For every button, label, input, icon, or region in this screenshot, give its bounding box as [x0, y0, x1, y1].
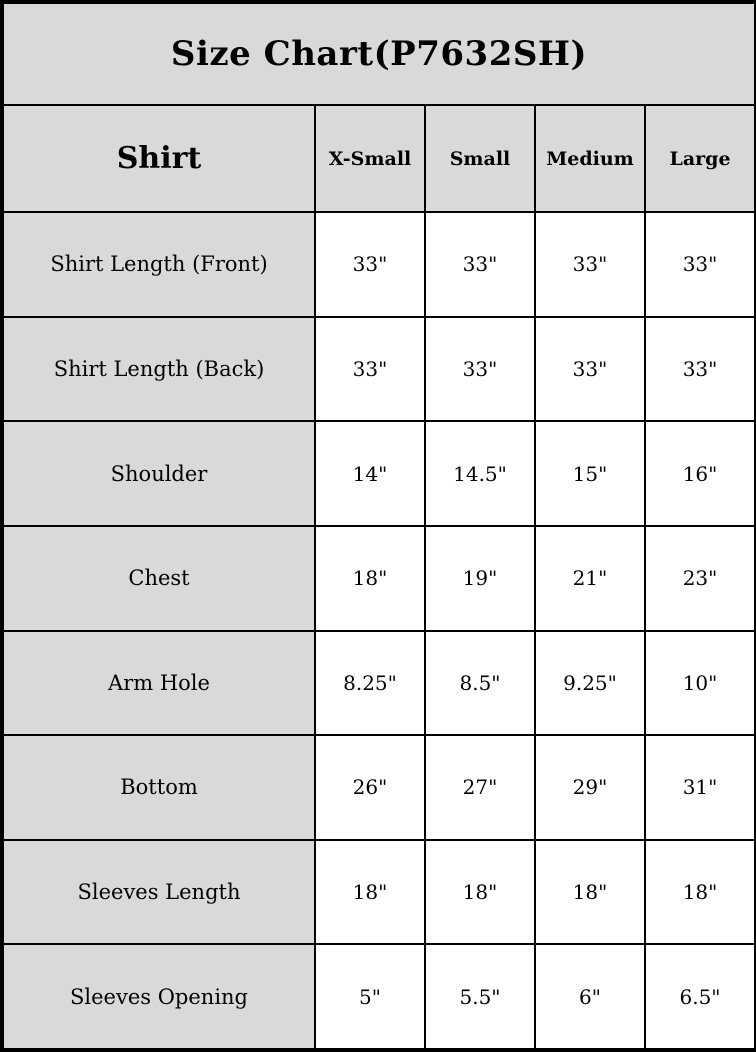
table-row — [3, 212, 755, 317]
cell-shirt-length-back-medium: 33" — [535, 317, 645, 422]
cell-shirt-length-front-small: 33" — [425, 212, 535, 317]
cell-shoulder-medium: 15" — [535, 421, 645, 526]
cell-bottom-x-small: 26" — [315, 735, 425, 840]
cell-sleeves-length-medium: 18" — [535, 840, 645, 945]
column-header-medium: Medium — [535, 105, 645, 212]
garment-type-label: Shirt — [3, 105, 315, 212]
table-row — [3, 944, 755, 1049]
cell-arm-hole-small: 8.5" — [425, 631, 535, 736]
cell-chest-small: 19" — [425, 526, 535, 631]
cell-sleeves-length-large: 18" — [645, 840, 755, 945]
cell-sleeves-length-x-small: 18" — [315, 840, 425, 945]
table-row — [3, 735, 755, 840]
row-label-bottom: Bottom — [3, 735, 315, 840]
row-label-sleeves-opening: Sleeves Opening — [3, 944, 315, 1049]
cell-shoulder-x-small: 14" — [315, 421, 425, 526]
column-header-large: Large — [645, 105, 755, 212]
row-label-arm-hole: Arm Hole — [3, 631, 315, 736]
cell-chest-medium: 21" — [535, 526, 645, 631]
row-label-shoulder: Shoulder — [3, 421, 315, 526]
cell-shirt-length-back-x-small: 33" — [315, 317, 425, 422]
cell-shirt-length-front-medium: 33" — [535, 212, 645, 317]
row-label-sleeves-length: Sleeves Length — [3, 840, 315, 945]
cell-bottom-large: 31" — [645, 735, 755, 840]
cell-sleeves-opening-large: 6.5" — [645, 944, 755, 1049]
cell-shoulder-large: 16" — [645, 421, 755, 526]
cell-sleeves-opening-x-small: 5" — [315, 944, 425, 1049]
cell-bottom-small: 27" — [425, 735, 535, 840]
row-label-shirt-length-back: Shirt Length (Back) — [3, 317, 315, 422]
table-row — [3, 631, 755, 736]
column-header-x-small: X-Small — [315, 105, 425, 212]
cell-shirt-length-front-large: 33" — [645, 212, 755, 317]
row-label-chest: Chest — [3, 526, 315, 631]
table-title-row — [3, 3, 755, 105]
size-chart-table — [2, 2, 756, 1050]
cell-shoulder-small: 14.5" — [425, 421, 535, 526]
cell-arm-hole-x-small: 8.25" — [315, 631, 425, 736]
cell-arm-hole-large: 10" — [645, 631, 755, 736]
table-row — [3, 526, 755, 631]
table-row — [3, 421, 755, 526]
column-header-small: Small — [425, 105, 535, 212]
cell-chest-large: 23" — [645, 526, 755, 631]
cell-chest-x-small: 18" — [315, 526, 425, 631]
table-row — [3, 317, 755, 422]
cell-sleeves-length-small: 18" — [425, 840, 535, 945]
row-label-shirt-length-front: Shirt Length (Front) — [3, 212, 315, 317]
page-title: Size Chart(P7632SH) — [3, 3, 755, 105]
cell-arm-hole-medium: 9.25" — [535, 631, 645, 736]
cell-shirt-length-back-large: 33" — [645, 317, 755, 422]
cell-shirt-length-back-small: 33" — [425, 317, 535, 422]
cell-sleeves-opening-small: 5.5" — [425, 944, 535, 1049]
table-row — [3, 840, 755, 945]
table-header-row — [3, 105, 755, 212]
cell-bottom-medium: 29" — [535, 735, 645, 840]
cell-sleeves-opening-medium: 6" — [535, 944, 645, 1049]
cell-shirt-length-front-x-small: 33" — [315, 212, 425, 317]
